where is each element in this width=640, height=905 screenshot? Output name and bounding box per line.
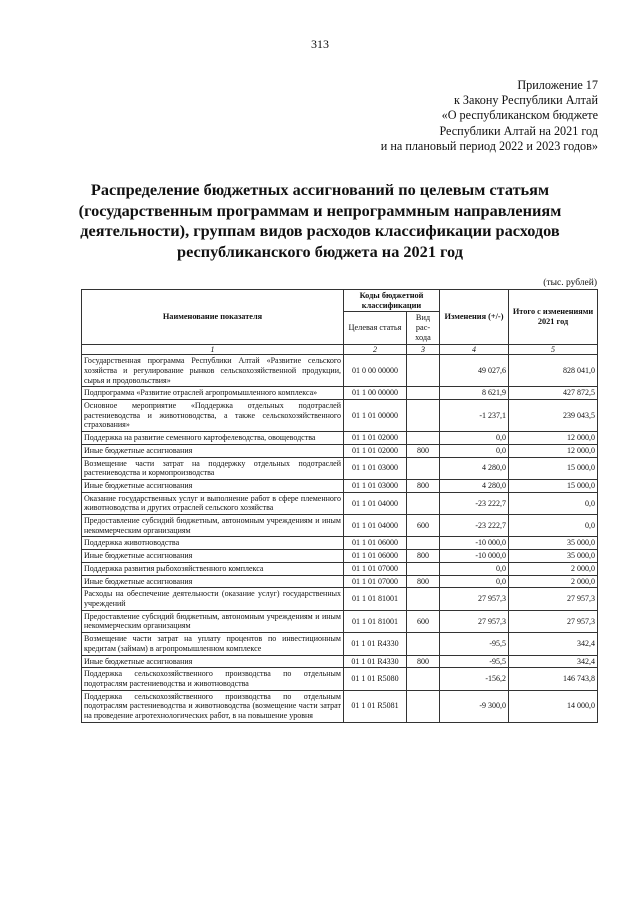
table-row	[82, 387, 598, 400]
appendix-line: Республики Алтай на 2021 год	[439, 123, 598, 138]
table-row	[82, 550, 598, 563]
row-expense-kind	[407, 457, 440, 479]
row-change: -23 222,7	[440, 492, 509, 514]
row-expense-kind	[407, 387, 440, 400]
row-total: 2 000,0	[509, 562, 598, 575]
table-row	[82, 537, 598, 550]
column-number: 1	[82, 344, 344, 355]
header-name: Наименование показателя	[82, 290, 344, 345]
row-change: 4 280,0	[440, 457, 509, 479]
row-total: 27 957,3	[509, 610, 598, 632]
units-label: (тыс. рублей)	[543, 278, 597, 288]
row-change: 0,0	[440, 562, 509, 575]
header-expense-kind: Вид рас-хода	[407, 312, 440, 344]
row-change: -95,5	[440, 633, 509, 655]
row-expense-kind: 800	[407, 655, 440, 668]
row-name: Оказание государственных услуг и выполнение работ в сфере племенного животноводства и других отраслей сельского хозяйства	[82, 492, 344, 514]
row-total: 0,0	[509, 492, 598, 514]
row-name: Поддержка сельскохозяйственного производства по отдельным подотраслям растениеводства и животноводства (возмещение части затрат на проведение агротехнологических работ, в на повышение уровня	[82, 690, 344, 722]
row-expense-kind: 800	[407, 550, 440, 563]
row-target-article: 01 1 01 R5081	[344, 690, 407, 722]
row-expense-kind: 800	[407, 444, 440, 457]
row-target-article: 01 0 00 00000	[344, 355, 407, 387]
column-number-row	[82, 344, 598, 355]
row-change: 0,0	[440, 432, 509, 445]
table-row	[82, 444, 598, 457]
row-name: Иные бюджетные ассигнования	[82, 575, 344, 588]
row-name: Предоставление субсидий бюджетным, автономным учреждениям и иным некоммерческим организациям	[82, 515, 344, 537]
title-line: деятельности), группам видов расходов классификации расходов	[80, 221, 560, 240]
row-change: -10 000,0	[440, 550, 509, 563]
row-expense-kind	[407, 355, 440, 387]
table-row	[82, 575, 598, 588]
row-target-article: 01 1 01 81001	[344, 588, 407, 610]
row-target-article: 01 1 01 R4330	[344, 633, 407, 655]
row-name: Возмещение части затрат на уплату процентов по инвестиционным кредитам (займам) в агропромышленном комплексе	[82, 633, 344, 655]
row-expense-kind	[407, 690, 440, 722]
row-total: 0,0	[509, 515, 598, 537]
row-target-article: 01 1 01 02000	[344, 444, 407, 457]
table-row	[82, 432, 598, 445]
row-expense-kind	[407, 562, 440, 575]
row-expense-kind: 800	[407, 575, 440, 588]
column-number: 5	[509, 344, 598, 355]
row-change: -95,5	[440, 655, 509, 668]
row-total: 15 000,0	[509, 457, 598, 479]
table-row	[82, 562, 598, 575]
table-row	[82, 515, 598, 537]
table-row	[82, 457, 598, 479]
row-total: 12 000,0	[509, 432, 598, 445]
row-name: Возмещение части затрат на поддержку отдельных подотраслей растениеводства и кормопроизводства	[82, 457, 344, 479]
row-target-article: 01 1 01 06000	[344, 537, 407, 550]
row-expense-kind	[407, 633, 440, 655]
table-row	[82, 690, 598, 722]
row-change: 49 027,6	[440, 355, 509, 387]
row-expense-kind: 600	[407, 610, 440, 632]
row-expense-kind: 800	[407, 479, 440, 492]
row-target-article: 01 1 01 81001	[344, 610, 407, 632]
row-change: 0,0	[440, 444, 509, 457]
table-row	[82, 492, 598, 514]
header-changes: Изменения (+/-)	[440, 290, 509, 345]
document-title	[60, 180, 580, 262]
row-name: Поддержка животноводства	[82, 537, 344, 550]
row-change: -10 000,0	[440, 537, 509, 550]
row-total: 2 000,0	[509, 575, 598, 588]
budget-table	[81, 289, 598, 723]
row-total: 342,4	[509, 633, 598, 655]
row-target-article: 01 1 01 04000	[344, 492, 407, 514]
header-target-article: Целевая статья	[344, 312, 407, 344]
row-total: 427 872,5	[509, 387, 598, 400]
row-target-article: 01 1 01 07000	[344, 562, 407, 575]
row-target-article: 01 1 01 03000	[344, 479, 407, 492]
row-total: 15 000,0	[509, 479, 598, 492]
row-total: 342,4	[509, 655, 598, 668]
row-name: Поддержка на развитие семенного картофелеводства, овощеводства	[82, 432, 344, 445]
table-row	[82, 610, 598, 632]
table-row	[82, 355, 598, 387]
appendix-line: и на плановый период 2022 и 2023 годов»	[380, 138, 598, 153]
appendix-line: Приложение 17	[517, 78, 598, 92]
row-target-article: 01 1 01 R5080	[344, 668, 407, 690]
table-row	[82, 479, 598, 492]
table-row	[82, 655, 598, 668]
table-row	[82, 633, 598, 655]
row-expense-kind	[407, 492, 440, 514]
row-total: 239 043,5	[509, 400, 598, 432]
row-name: Иные бюджетные ассигнования	[82, 479, 344, 492]
row-name: Поддержка сельскохозяйственного производства по отдельным подотраслям растениеводства и животноводства	[82, 668, 344, 690]
row-target-article: 01 1 00 00000	[344, 387, 407, 400]
row-target-article: 01 1 01 00000	[344, 400, 407, 432]
column-number: 3	[407, 344, 440, 355]
row-expense-kind	[407, 432, 440, 445]
row-name: Иные бюджетные ассигнования	[82, 655, 344, 668]
appendix-line: к Закону Республики Алтай	[453, 93, 598, 108]
row-total: 828 041,0	[509, 355, 598, 387]
row-target-article: 01 1 01 02000	[344, 432, 407, 445]
header-total: Итого с изменениями 2021 год	[509, 290, 598, 345]
table-row	[82, 668, 598, 690]
appendix-line: «О республиканском бюджете	[441, 108, 598, 123]
row-change: -9 300,0	[440, 690, 509, 722]
row-change: 27 957,3	[440, 610, 509, 632]
row-change: 8 621,9	[440, 387, 509, 400]
row-expense-kind	[407, 668, 440, 690]
row-expense-kind	[407, 400, 440, 432]
row-total: 14 000,0	[509, 690, 598, 722]
row-total: 27 957,3	[509, 588, 598, 610]
row-change: -23 222,7	[440, 515, 509, 537]
row-target-article: 01 1 01 03000	[344, 457, 407, 479]
title-line: республиканского бюджета на 2021 год	[177, 241, 463, 261]
row-name: Подпрограмма «Развитие отраслей агропромышленного комплекса»	[82, 387, 344, 400]
row-total: 12 000,0	[509, 444, 598, 457]
title-line: Распределение бюджетных ассигнований по целевым статьям	[90, 180, 550, 199]
row-name: Предоставление субсидий бюджетным, автономным учреждениям и иным некоммерческим организациям	[82, 610, 344, 632]
row-expense-kind: 600	[407, 515, 440, 537]
row-total: 146 743,8	[509, 668, 598, 690]
appendix-block	[381, 78, 598, 154]
row-change: -156,2	[440, 668, 509, 690]
row-name: Основное мероприятие «Поддержка отдельных подотраслей растениеводства и животноводства, а также сельскохозяйственного страхования»	[82, 400, 344, 432]
row-target-article: 01 1 01 06000	[344, 550, 407, 563]
row-change: 0,0	[440, 575, 509, 588]
row-name: Государственная программа Республики Алтай «Развитие сельского хозяйства и регулирование рынков сельскохозяйственной продукции, сырья и продовольствия»	[82, 355, 344, 387]
row-expense-kind	[407, 588, 440, 610]
row-target-article: 01 1 01 R4330	[344, 655, 407, 668]
row-target-article: 01 1 01 07000	[344, 575, 407, 588]
row-name: Расходы на обеспечение деятельности (оказание услуг) государственных учреждений	[82, 588, 344, 610]
table-row	[82, 588, 598, 610]
row-target-article: 01 1 01 04000	[344, 515, 407, 537]
row-name: Поддержка развития рыбохозяйственного комплекса	[82, 562, 344, 575]
column-number: 4	[440, 344, 509, 355]
title-line: (государственным программам и непрограммным направлениям	[78, 200, 562, 220]
header-codes-group: Коды бюджетной классификации	[344, 290, 440, 312]
row-change: 27 957,3	[440, 588, 509, 610]
row-name: Иные бюджетные ассигнования	[82, 444, 344, 457]
row-change: 4 280,0	[440, 479, 509, 492]
row-change: -1 237,1	[440, 400, 509, 432]
page-number: 313	[311, 37, 329, 51]
row-total: 35 000,0	[509, 537, 598, 550]
row-expense-kind	[407, 537, 440, 550]
row-name: Иные бюджетные ассигнования	[82, 550, 344, 563]
column-number: 2	[344, 344, 407, 355]
table-row	[82, 400, 598, 432]
row-total: 35 000,0	[509, 550, 598, 563]
